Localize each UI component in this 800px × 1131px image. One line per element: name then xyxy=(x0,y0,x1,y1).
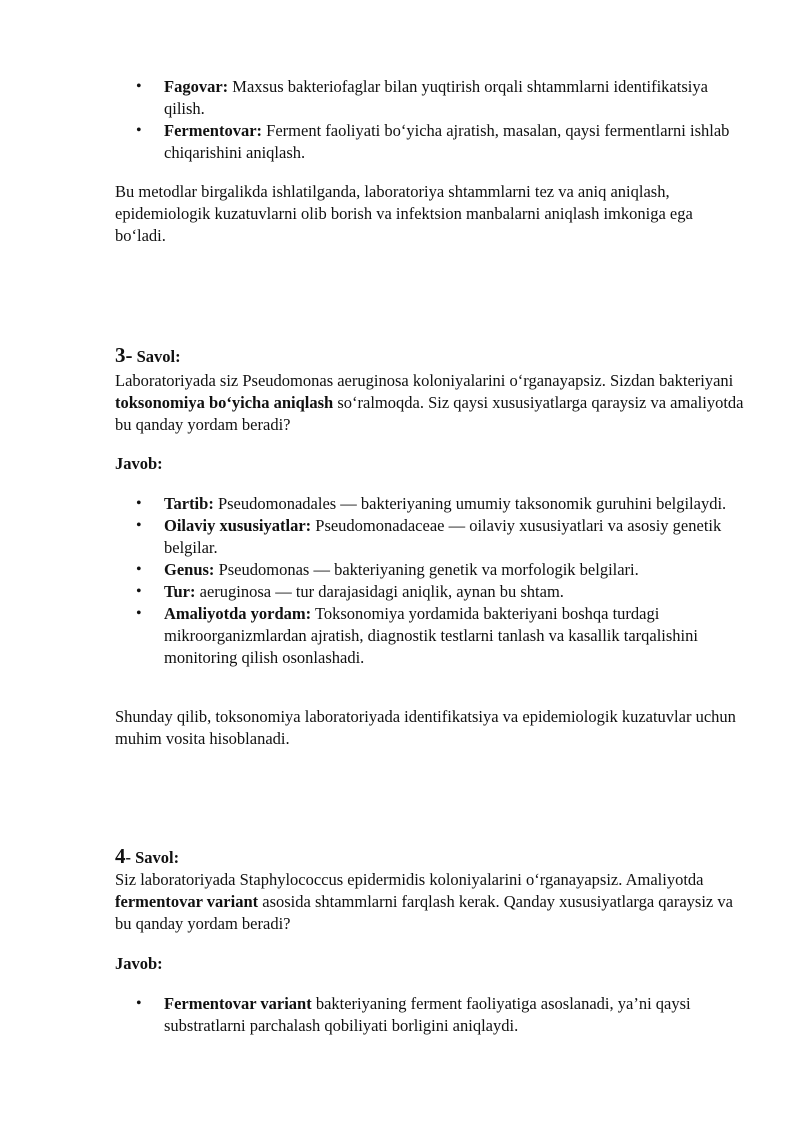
item-text: Pseudomonadales — bakteriyaning umumiy taksonomik guruhini belgilaydi. xyxy=(213,494,727,513)
list-item xyxy=(115,493,745,515)
item-label: Fagovar: xyxy=(164,77,229,96)
list-item xyxy=(115,515,745,559)
list-item xyxy=(115,603,745,669)
item-label: Fermentovar: xyxy=(164,121,263,140)
answer-3-label: Javob: xyxy=(115,454,163,473)
question-4-text: Siz laboratoriyada Staphylococcus epidermidis koloniyalarini o‘rganayapsiz. Amaliyotda fermentovar variant asosida shtammlarni farqlash kerak. Qanday xususiyatlarga qaraysiz va bu qanday yordam beradi? xyxy=(115,870,733,933)
question-4-text-block xyxy=(115,869,745,935)
item-label: Amaliyotda yordam: xyxy=(164,604,312,623)
question-number: 4 xyxy=(115,844,126,868)
item-text: Pseudomonas — bakteriyaning genetik va morfologik belgilari. xyxy=(214,560,639,579)
question-3-text-block xyxy=(115,370,745,436)
summary-paragraph: Bu metodlar birgalikda ishlatilganda, laboratoriya shtammlarni tez va aniq aniqlash, epidemiologik kuzatuvlarni olib borish va infektsion manbalarni aniqlash imkoniga ega bo‘ladi. xyxy=(115,182,693,245)
top-list-block xyxy=(115,76,745,164)
summary-paragraph-block xyxy=(115,181,745,247)
item-label: Tartib: xyxy=(164,494,214,513)
question-3-heading xyxy=(115,344,745,368)
question-label: - Savol: xyxy=(125,848,180,867)
answer-4-label-block xyxy=(115,953,745,975)
item-text: Maxsus bakteriofaglar bilan yuqtirish orqali shtammlarni identifikatsiya qilish. xyxy=(164,77,708,118)
item-text: aeruginosa — tur darajasidagi aniqlik, aynan bu shtam. xyxy=(195,582,564,601)
fermentovar-list xyxy=(115,993,745,1037)
list-item xyxy=(115,76,745,120)
item-text: Pseudomonadaceae — oilaviy xususiyatlari va asosiy genetik belgilar. xyxy=(164,516,722,557)
item-text: Ferment faoliyati bo‘yicha ajratish, masalan, qaysi fermentlarni ishlab chiqarishini aniqlash. xyxy=(164,121,730,162)
question-4-heading-block xyxy=(115,845,745,869)
question-number: 3- xyxy=(115,343,133,367)
method-list xyxy=(115,76,745,164)
question-4-heading xyxy=(115,845,745,869)
answer-4-list-block xyxy=(115,993,745,1037)
answer-3-list-block xyxy=(115,493,745,669)
list-item xyxy=(115,120,745,164)
question-3-heading-block xyxy=(115,344,745,368)
question-label: Savol: xyxy=(132,347,181,366)
answer-3-conclusion: Shunday qilib, toksonomiya laboratoriyada identifikatsiya va epidemiologik kuzatuvlar uchun muhim vosita hisoblanadi. xyxy=(115,707,736,748)
item-label: Fermentovar variant xyxy=(164,994,312,1013)
item-label: Tur: xyxy=(164,582,196,601)
list-item xyxy=(115,559,745,581)
item-label: Oilaviy xususiyatlar: xyxy=(164,516,312,535)
item-text: bakteriyaning ferment faoliyatiga asoslanadi, ya’ni qaysi substratlarni parchalash qobiliyati borligini aniqlaydi. xyxy=(164,994,691,1035)
question-3-text: Laboratoriyada siz Pseudomonas aeruginosa koloniyalarini o‘rganayapsiz. Sizdan bakteriyani toksonomiya bo‘yicha aniqlash so‘ralmoqda. Siz qaysi xususiyatlarga qaraysiz va amaliyotda bu qanday yordam beradi? xyxy=(115,371,744,434)
answer-3-label-block xyxy=(115,453,745,475)
answer-4-label: Javob: xyxy=(115,954,163,973)
emphasis: fermentovar variant xyxy=(115,892,259,911)
item-text: Toksonomiya yordamida bakteriyani boshqa turdagi mikroorganizmlardan ajratish, diagnostik testlarni tanlash va kasallik tarqalishini monitoring qilish osonlashadi. xyxy=(164,604,698,667)
answer-3-conclusion-block xyxy=(115,706,745,750)
taxonomy-list xyxy=(115,493,745,669)
emphasis: toksonomiya bo‘yicha aniqlash xyxy=(115,393,334,412)
list-item xyxy=(115,581,745,603)
item-label: Genus: xyxy=(164,560,215,579)
list-item xyxy=(115,993,745,1037)
